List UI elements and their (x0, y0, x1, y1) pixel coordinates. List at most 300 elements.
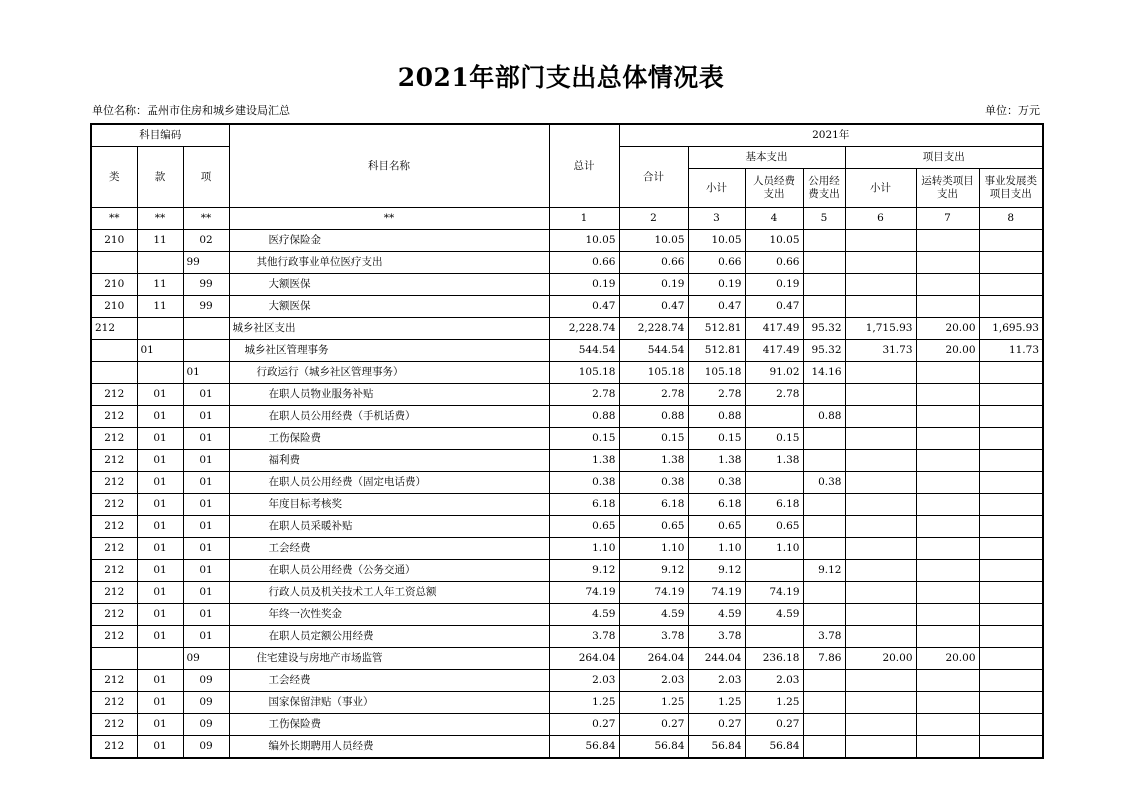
cell-value-2: 0.15 (619, 428, 688, 450)
table-row (91, 450, 1043, 472)
cell-lei: 212 (91, 406, 137, 428)
table-row (91, 714, 1043, 736)
cell-value-5 (803, 604, 845, 626)
cell-kuan: 01 (137, 692, 183, 714)
cell-value-1: 3.78 (549, 626, 619, 648)
table-row (91, 362, 1043, 384)
cell-value-5: 95.32 (803, 340, 845, 362)
cell-value-6 (845, 252, 916, 274)
cell-lei: 212 (91, 384, 137, 406)
cell-value-5: 0.88 (803, 406, 845, 428)
cell-xiang: 01 (183, 362, 229, 384)
page-title: 2021年部门支出总体情况表 (397, 63, 725, 92)
cell-value-5: 95.32 (803, 318, 845, 340)
cell-xiang: 09 (183, 648, 229, 670)
cell-value-1: 1.38 (549, 450, 619, 472)
cell-value-2: 544.54 (619, 340, 688, 362)
cell-subject-name: 医疗保险金 (229, 230, 549, 252)
cell-xiang: 09 (183, 670, 229, 692)
cell-value-2: 9.12 (619, 560, 688, 582)
cell-value-2: 105.18 (619, 362, 688, 384)
cell-value-4: 91.02 (745, 362, 803, 384)
cell-value-4: 56.84 (745, 736, 803, 759)
cell-value-7: 20.00 (916, 318, 979, 340)
cell-kuan: 01 (137, 538, 183, 560)
cell-value-3: 244.04 (688, 648, 745, 670)
cell-value-7 (916, 736, 979, 759)
cell-value-1: 544.54 (549, 340, 619, 362)
cell-value-6 (845, 362, 916, 384)
cell-value-1: 2.03 (549, 670, 619, 692)
cell-value-6 (845, 516, 916, 538)
cell-value-4: 0.15 (745, 428, 803, 450)
cell-subject-name: 城乡社区管理事务 (229, 340, 549, 362)
cell-value-8 (979, 582, 1043, 604)
cell-value-7 (916, 714, 979, 736)
cell-value-5 (803, 296, 845, 318)
cell-lei: 212 (91, 670, 137, 692)
cell-kuan: 01 (137, 670, 183, 692)
cell-lei: 210 (91, 230, 137, 252)
cell-value-5: 7.86 (803, 648, 845, 670)
cell-value-1: 0.19 (549, 274, 619, 296)
table-row (91, 516, 1043, 538)
mark-kuan: ** (137, 208, 183, 230)
cell-value-3: 0.47 (688, 296, 745, 318)
cell-value-2: 0.47 (619, 296, 688, 318)
cell-value-7 (916, 384, 979, 406)
cell-value-1: 264.04 (549, 648, 619, 670)
cell-value-5 (803, 714, 845, 736)
cell-value-8: 11.73 (979, 340, 1043, 362)
mark-lei: ** (91, 208, 137, 230)
header-project-subtotal: 小计 (845, 169, 916, 208)
cell-value-1: 2.78 (549, 384, 619, 406)
cell-value-4: 2.78 (745, 384, 803, 406)
cell-value-4 (745, 406, 803, 428)
cell-subject-name: 其他行政事业单位医疗支出 (229, 252, 549, 274)
table-row (91, 274, 1043, 296)
cell-lei: 212 (91, 516, 137, 538)
cell-value-8 (979, 648, 1043, 670)
header-total: 总计 (549, 124, 619, 208)
cell-kuan (137, 318, 183, 340)
cell-value-5: 3.78 (803, 626, 845, 648)
cell-value-1: 0.27 (549, 714, 619, 736)
table-row (91, 626, 1043, 648)
cell-value-4: 236.18 (745, 648, 803, 670)
cell-value-2: 0.88 (619, 406, 688, 428)
table-row (91, 736, 1043, 759)
cell-kuan: 01 (137, 626, 183, 648)
cell-value-7 (916, 230, 979, 252)
cell-value-6 (845, 692, 916, 714)
table-row (91, 472, 1043, 494)
cell-value-5 (803, 450, 845, 472)
cell-lei: 212 (91, 318, 137, 340)
cell-lei: 212 (91, 538, 137, 560)
cell-subject-name: 工伤保险费 (229, 714, 549, 736)
cell-subject-name: 编外长期聘用人员经费 (229, 736, 549, 759)
cell-subject-name: 住宅建设与房地产市场监管 (229, 648, 549, 670)
cell-value-2: 1.25 (619, 692, 688, 714)
cell-kuan: 11 (137, 230, 183, 252)
cell-value-8: 1,695.93 (979, 318, 1043, 340)
header-subject-name: 科目名称 (229, 124, 549, 208)
cell-kuan: 01 (137, 450, 183, 472)
cell-value-7 (916, 450, 979, 472)
cell-kuan: 01 (137, 736, 183, 759)
header-lei: 类 (91, 147, 137, 208)
cell-subject-name: 在职人员定额公用经费 (229, 626, 549, 648)
cell-lei: 212 (91, 714, 137, 736)
cell-lei: 212 (91, 692, 137, 714)
cell-value-8 (979, 494, 1043, 516)
cell-value-8 (979, 604, 1043, 626)
table-row (91, 670, 1043, 692)
cell-value-7 (916, 560, 979, 582)
cell-value-8 (979, 670, 1043, 692)
cell-value-4: 417.49 (745, 318, 803, 340)
cell-value-2: 74.19 (619, 582, 688, 604)
cell-value-4: 0.66 (745, 252, 803, 274)
cell-value-4: 417.49 (745, 340, 803, 362)
cell-value-4: 0.19 (745, 274, 803, 296)
table-row (91, 230, 1043, 252)
cell-kuan: 11 (137, 296, 183, 318)
cell-value-2: 0.65 (619, 516, 688, 538)
cell-value-1: 105.18 (549, 362, 619, 384)
cell-value-5 (803, 670, 845, 692)
cell-subject-name: 在职人员公用经费（公务交通） (229, 560, 549, 582)
header-row-1 (91, 124, 1043, 147)
cell-value-8 (979, 692, 1043, 714)
cell-value-2: 1.10 (619, 538, 688, 560)
cell-value-6 (845, 736, 916, 759)
cell-value-2: 6.18 (619, 494, 688, 516)
cell-xiang: 01 (183, 472, 229, 494)
cell-value-4: 0.65 (745, 516, 803, 538)
table-row (91, 604, 1043, 626)
cell-value-6 (845, 406, 916, 428)
cell-subject-name: 工伤保险费 (229, 428, 549, 450)
cell-value-5 (803, 736, 845, 759)
cell-subject-name: 行政运行（城乡社区管理事务） (229, 362, 549, 384)
cell-value-5 (803, 582, 845, 604)
cell-value-4: 4.59 (745, 604, 803, 626)
cell-xiang (183, 318, 229, 340)
cell-value-7 (916, 692, 979, 714)
cell-value-7 (916, 626, 979, 648)
cell-value-6 (845, 670, 916, 692)
cell-value-8 (979, 384, 1043, 406)
cell-xiang: 09 (183, 736, 229, 759)
cell-value-8 (979, 736, 1043, 759)
cell-value-3: 0.88 (688, 406, 745, 428)
cell-value-1: 10.05 (549, 230, 619, 252)
cell-value-3: 0.65 (688, 516, 745, 538)
cell-value-1: 0.65 (549, 516, 619, 538)
cell-xiang: 01 (183, 516, 229, 538)
cell-value-6: 31.73 (845, 340, 916, 362)
cell-xiang: 01 (183, 582, 229, 604)
cell-value-2: 56.84 (619, 736, 688, 759)
cell-subject-name: 工会经费 (229, 670, 549, 692)
cell-kuan: 01 (137, 384, 183, 406)
cell-value-3: 512.81 (688, 340, 745, 362)
cell-value-7 (916, 516, 979, 538)
cell-value-6 (845, 428, 916, 450)
cell-value-5: 0.38 (803, 472, 845, 494)
cell-subject-name: 年度目标考核奖 (229, 494, 549, 516)
cell-value-1: 56.84 (549, 736, 619, 759)
cell-value-3: 105.18 (688, 362, 745, 384)
cell-value-5 (803, 384, 845, 406)
cell-xiang: 99 (183, 274, 229, 296)
cell-value-1: 74.19 (549, 582, 619, 604)
cell-xiang: 01 (183, 494, 229, 516)
cell-value-5 (803, 692, 845, 714)
table-row (91, 428, 1043, 450)
cell-subject-name: 大额医保 (229, 296, 549, 318)
cell-lei (91, 252, 137, 274)
cell-value-3: 10.05 (688, 230, 745, 252)
table-row (91, 648, 1043, 670)
header-basic-subtotal: 小计 (688, 169, 745, 208)
col-num-4: 4 (745, 208, 803, 230)
cell-value-6 (845, 274, 916, 296)
header-public: 公用经费支出 (803, 169, 845, 208)
cell-value-2: 4.59 (619, 604, 688, 626)
cell-subject-name: 工会经费 (229, 538, 549, 560)
cell-lei: 212 (91, 472, 137, 494)
cell-value-3: 2.78 (688, 384, 745, 406)
cell-lei: 212 (91, 560, 137, 582)
cell-value-1: 1.25 (549, 692, 619, 714)
cell-value-3: 0.27 (688, 714, 745, 736)
table-row (91, 318, 1043, 340)
cell-kuan: 01 (137, 516, 183, 538)
mark-name: ** (229, 208, 549, 230)
header-transfer: 运转类项目支出 (916, 169, 979, 208)
cell-value-6 (845, 230, 916, 252)
cell-kuan (137, 362, 183, 384)
header-row-4 (91, 208, 1043, 230)
cell-value-3: 512.81 (688, 318, 745, 340)
cell-xiang: 01 (183, 538, 229, 560)
cell-kuan: 01 (137, 714, 183, 736)
header-personnel: 人员经费支出 (745, 169, 803, 208)
cell-value-4: 1.10 (745, 538, 803, 560)
unit-name: 单位名称：孟州市住房和城乡建设局汇总 (92, 104, 290, 117)
table-row (91, 560, 1043, 582)
cell-kuan: 01 (137, 340, 183, 362)
cell-value-7 (916, 538, 979, 560)
cell-value-3: 6.18 (688, 494, 745, 516)
col-num-5: 5 (803, 208, 845, 230)
expenditure-table (90, 123, 1044, 759)
cell-value-1: 0.15 (549, 428, 619, 450)
cell-value-5 (803, 252, 845, 274)
cell-value-2: 0.19 (619, 274, 688, 296)
cell-value-2: 0.38 (619, 472, 688, 494)
cell-value-8 (979, 538, 1043, 560)
cell-xiang: 09 (183, 692, 229, 714)
cell-kuan: 01 (137, 560, 183, 582)
cell-value-8 (979, 274, 1043, 296)
cell-value-1: 9.12 (549, 560, 619, 582)
cell-value-6 (845, 494, 916, 516)
cell-value-7 (916, 406, 979, 428)
header-project: 项目支出 (845, 147, 1043, 169)
cell-value-8 (979, 560, 1043, 582)
cell-value-8 (979, 450, 1043, 472)
cell-value-8 (979, 472, 1043, 494)
cell-kuan: 01 (137, 428, 183, 450)
cell-value-8 (979, 362, 1043, 384)
cell-xiang: 01 (183, 428, 229, 450)
header-development: 事业发展类项目支出 (979, 169, 1043, 208)
cell-value-1: 0.88 (549, 406, 619, 428)
cell-subject-name: 福利费 (229, 450, 549, 472)
cell-kuan: 01 (137, 494, 183, 516)
cell-value-1: 6.18 (549, 494, 619, 516)
header-xiang: 项 (183, 147, 229, 208)
cell-subject-name: 在职人员采暖补贴 (229, 516, 549, 538)
cell-value-4 (745, 472, 803, 494)
cell-value-6: 20.00 (845, 648, 916, 670)
cell-xiang: 99 (183, 296, 229, 318)
cell-value-6 (845, 714, 916, 736)
cell-xiang: 09 (183, 714, 229, 736)
cell-kuan: 01 (137, 582, 183, 604)
cell-lei: 212 (91, 582, 137, 604)
col-num-7: 7 (916, 208, 979, 230)
cell-value-1: 0.38 (549, 472, 619, 494)
cell-value-6 (845, 384, 916, 406)
cell-value-3: 0.38 (688, 472, 745, 494)
cell-value-3: 2.03 (688, 670, 745, 692)
cell-xiang: 01 (183, 604, 229, 626)
cell-subject-name: 在职人员公用经费（手机话费） (229, 406, 549, 428)
cell-lei: 212 (91, 604, 137, 626)
cell-value-4 (745, 560, 803, 582)
cell-value-7 (916, 428, 979, 450)
cell-value-6 (845, 472, 916, 494)
unit-label: 单位：万元 (985, 104, 1040, 117)
header-sum: 合计 (619, 147, 688, 208)
cell-xiang: 01 (183, 626, 229, 648)
cell-xiang: 01 (183, 560, 229, 582)
cell-value-2: 3.78 (619, 626, 688, 648)
cell-xiang: 02 (183, 230, 229, 252)
cell-lei: 212 (91, 428, 137, 450)
header-year: 2021年 (619, 124, 1043, 147)
cell-xiang: 01 (183, 406, 229, 428)
cell-value-1: 0.66 (549, 252, 619, 274)
cell-value-2: 0.27 (619, 714, 688, 736)
cell-value-5 (803, 516, 845, 538)
cell-value-8 (979, 252, 1043, 274)
cell-value-6 (845, 560, 916, 582)
cell-value-5: 9.12 (803, 560, 845, 582)
cell-kuan: 01 (137, 406, 183, 428)
cell-value-5 (803, 274, 845, 296)
cell-value-3: 74.19 (688, 582, 745, 604)
col-num-1: 1 (549, 208, 619, 230)
cell-value-4: 0.27 (745, 714, 803, 736)
col-num-2: 2 (619, 208, 688, 230)
cell-value-3: 0.15 (688, 428, 745, 450)
cell-lei: 212 (91, 626, 137, 648)
cell-value-8 (979, 406, 1043, 428)
cell-value-7 (916, 472, 979, 494)
cell-value-2: 264.04 (619, 648, 688, 670)
cell-lei: 210 (91, 274, 137, 296)
cell-xiang: 01 (183, 450, 229, 472)
cell-lei: 212 (91, 736, 137, 759)
cell-value-7 (916, 362, 979, 384)
cell-value-8 (979, 714, 1043, 736)
cell-value-4: 1.38 (745, 450, 803, 472)
cell-value-4 (745, 626, 803, 648)
table-row (91, 296, 1043, 318)
cell-value-2: 2.78 (619, 384, 688, 406)
cell-value-2: 1.38 (619, 450, 688, 472)
cell-value-4: 74.19 (745, 582, 803, 604)
col-num-3: 3 (688, 208, 745, 230)
cell-value-5: 14.16 (803, 362, 845, 384)
cell-value-3: 3.78 (688, 626, 745, 648)
cell-kuan: 01 (137, 604, 183, 626)
header-subject-code: 科目编码 (91, 124, 229, 147)
cell-value-4: 6.18 (745, 494, 803, 516)
cell-value-7 (916, 494, 979, 516)
cell-subject-name: 城乡社区支出 (229, 318, 549, 340)
cell-subject-name: 行政人员及机关技术工人年工资总额 (229, 582, 549, 604)
cell-value-1: 4.59 (549, 604, 619, 626)
table-row (91, 384, 1043, 406)
cell-value-8 (979, 230, 1043, 252)
cell-lei (91, 340, 137, 362)
table-row (91, 494, 1043, 516)
cell-lei: 210 (91, 296, 137, 318)
cell-value-3: 0.19 (688, 274, 745, 296)
col-num-8: 8 (979, 208, 1043, 230)
table-row (91, 340, 1043, 362)
cell-value-5 (803, 428, 845, 450)
cell-lei: 212 (91, 494, 137, 516)
cell-value-3: 0.66 (688, 252, 745, 274)
cell-subject-name: 大额医保 (229, 274, 549, 296)
cell-subject-name: 在职人员物业服务补贴 (229, 384, 549, 406)
cell-value-3: 1.10 (688, 538, 745, 560)
cell-value-1: 0.47 (549, 296, 619, 318)
cell-subject-name: 国家保留津贴（事业） (229, 692, 549, 714)
cell-kuan: 01 (137, 472, 183, 494)
cell-value-7: 20.00 (916, 340, 979, 362)
cell-xiang (183, 340, 229, 362)
col-num-6: 6 (845, 208, 916, 230)
cell-value-5 (803, 230, 845, 252)
cell-value-7 (916, 582, 979, 604)
cell-subject-name: 年终一次性奖金 (229, 604, 549, 626)
cell-value-3: 1.25 (688, 692, 745, 714)
table-row (91, 406, 1043, 428)
cell-value-6 (845, 538, 916, 560)
cell-lei (91, 362, 137, 384)
cell-value-7 (916, 274, 979, 296)
